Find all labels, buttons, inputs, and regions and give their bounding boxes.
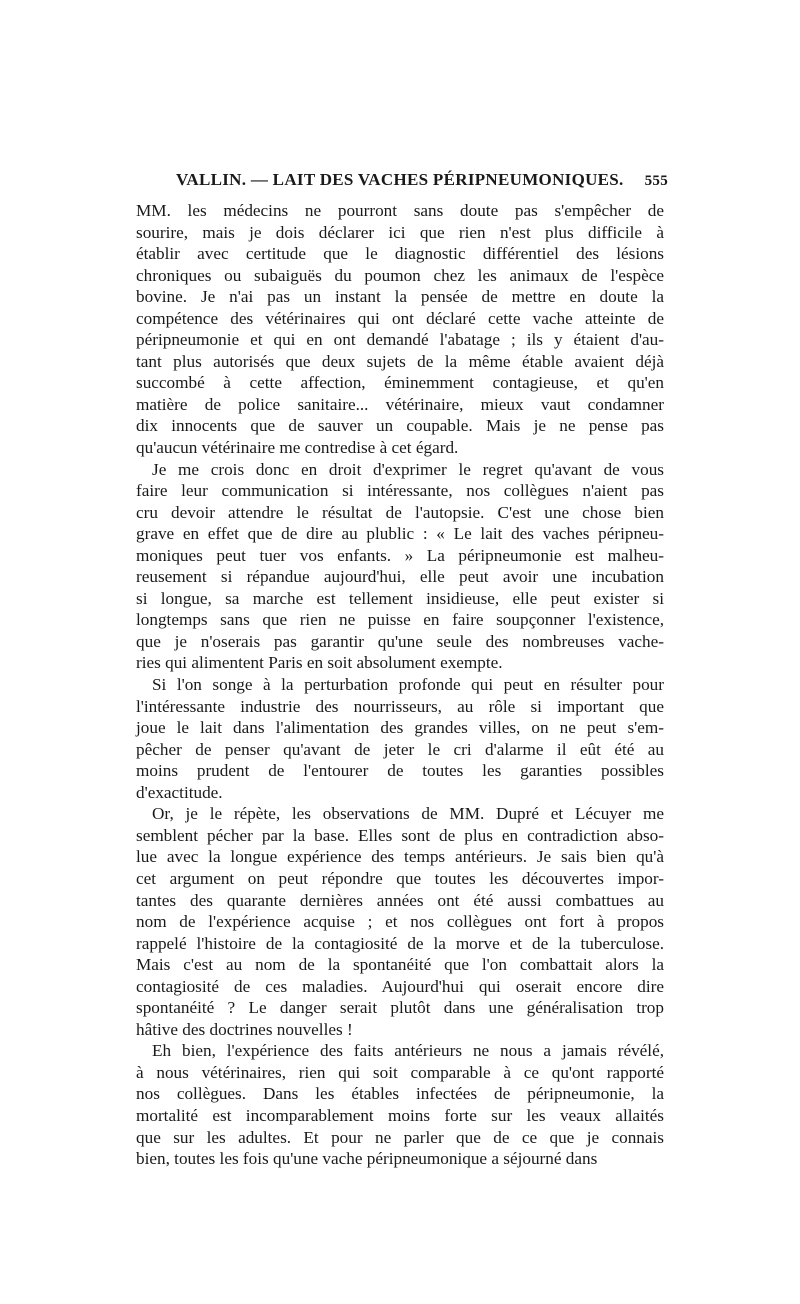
text-line: MM. les médecins ne pourront sans doute pas s'empêcher de <box>136 201 664 220</box>
text-line: faire leur communication si intéressante, nos collègues n'aient pas <box>136 481 664 501</box>
text-line: péripneumonie et qui en ont demandé l'abatage ; ils y étaient d'au- <box>136 330 664 350</box>
text-line: tantes des quarante dernières années ont été aussi combattues au <box>136 890 664 910</box>
text-line: à nous vétérinaires, rien qui soit comparable à ce qu'ont rapporté <box>136 1062 664 1082</box>
text-line: moniques peut tuer vos enfants. » La péripneumonie est malheu- <box>136 545 664 565</box>
text-line: lue avec la longue expérience des temps antérieurs. Je sais bien qu'à <box>136 847 664 867</box>
text-line: contagiosité de ces maladies. Aujourd'hui qui oserait encore dire <box>136 976 664 996</box>
paragraph <box>136 803 664 1040</box>
text-line: sourire, mais je dois déclarer ici que rien n'est plus difficile à <box>136 222 664 242</box>
text-line: Si l'on songe à la perturbation profonde qui peut en résulter pour <box>152 675 664 695</box>
text-line: qu'aucun vétérinaire me contredise à cet égard. <box>136 438 459 458</box>
paragraph <box>136 1040 664 1169</box>
text-line: si longue, sa marche est tellement insidieuse, elle peut exister si <box>136 588 664 608</box>
running-title: VALLIN. — LAIT DES VACHES PÉRIPNEUMONIQUES. <box>176 170 624 189</box>
running-head <box>176 170 668 194</box>
text-line: Or, je le répète, les observations de MM. Dupré et Lécuyer me <box>152 804 664 824</box>
text-line: dix innocents que de sauver un coupable. Mais je ne pense pas <box>136 416 664 436</box>
paragraph <box>136 459 664 674</box>
text-line: que sur les adultes. Et pour ne parler que de ce que je connais <box>136 1127 664 1147</box>
text-line: cet argument on peut répondre que toutes les découvertes impor- <box>136 868 664 888</box>
text-line: Mais c'est au nom de la spontanéité que l'on combattait alors la <box>136 955 664 975</box>
text-line: Je me crois donc en droit d'exprimer le regret qu'avant de vous <box>152 459 664 479</box>
text-line: que je n'oserais pas garantir qu'une seule des nombreuses vache- <box>136 631 664 651</box>
text-line: semblent pécher par la base. Elles sont de plus en contradiction abso- <box>136 825 664 845</box>
text-line: mortalité est incomparablement moins forte sur les veaux allaités <box>136 1105 664 1125</box>
text-line: longtemps sans que rien ne puisse en faire soupçonner l'existence, <box>136 610 664 630</box>
text-line: reusement si répandue aujourd'hui, elle peut avoir une incubation <box>136 567 664 587</box>
text-line: établir avec certitude que le diagnostic différentiel des lésions <box>136 244 664 264</box>
text-line: bien, toutes les fois qu'une vache péripneumonique a séjourné dans <box>136 1149 598 1169</box>
text-line: hâtive des doctrines nouvelles ! <box>136 1019 353 1039</box>
text-line: chroniques ou subaiguës du poumon chez les animaux de l'espèce <box>136 265 664 285</box>
text-line: compétence des vétérinaires qui ont déclaré cette vache atteinte de <box>136 308 664 328</box>
paragraph <box>136 200 664 459</box>
text-line: tant plus autorisés que deux sujets de la même étable avaient déjà <box>136 351 664 371</box>
text-line: l'intéressante industrie des nourrisseurs, au rôle si important que <box>136 696 664 716</box>
text-line: spontanéité ? Le danger serait plutôt dans une généralisation trop <box>136 998 664 1018</box>
body-text <box>136 200 664 1170</box>
text-line: rappelé l'histoire de la contagiosité de la morve et de la tuberculose. <box>136 933 664 953</box>
text-line: moins prudent de l'entourer de toutes les garanties possibles <box>136 761 664 781</box>
text-line: matière de police sanitaire... vétérinaire, mieux vaut condamner <box>136 394 664 414</box>
book-page <box>136 170 668 1170</box>
paragraph <box>136 674 664 803</box>
text-line: d'exactitude. <box>136 782 223 802</box>
text-line: nom de l'expérience acquise ; et nos collègues ont fort à propos <box>136 912 664 932</box>
text-line: nos collègues. Dans les étables infectées de péripneumonie, la <box>136 1084 664 1104</box>
text-line: succombé à cette affection, éminemment contagieuse, et qu'en <box>136 373 664 393</box>
text-line: grave en effet que de dire au plublic : « Le lait des vaches péripneu- <box>136 524 664 544</box>
page-number: 555 <box>644 173 668 189</box>
text-line: cru devoir attendre le résultat de l'autopsie. C'est une chose bien <box>136 502 664 522</box>
text-line: bovine. Je n'ai pas un instant la pensée de mettre en doute la <box>136 287 664 307</box>
text-line: pêcher de penser qu'avant de jeter le cri d'alarme il eût été au <box>136 739 664 759</box>
text-line: ries qui alimentent Paris en soit absolument exempte. <box>136 653 503 673</box>
text-line: Eh bien, l'expérience des faits antérieurs ne nous a jamais révélé, <box>152 1041 664 1061</box>
text-line: joue le lait dans l'alimentation des grandes villes, on ne peut s'em- <box>136 718 664 738</box>
